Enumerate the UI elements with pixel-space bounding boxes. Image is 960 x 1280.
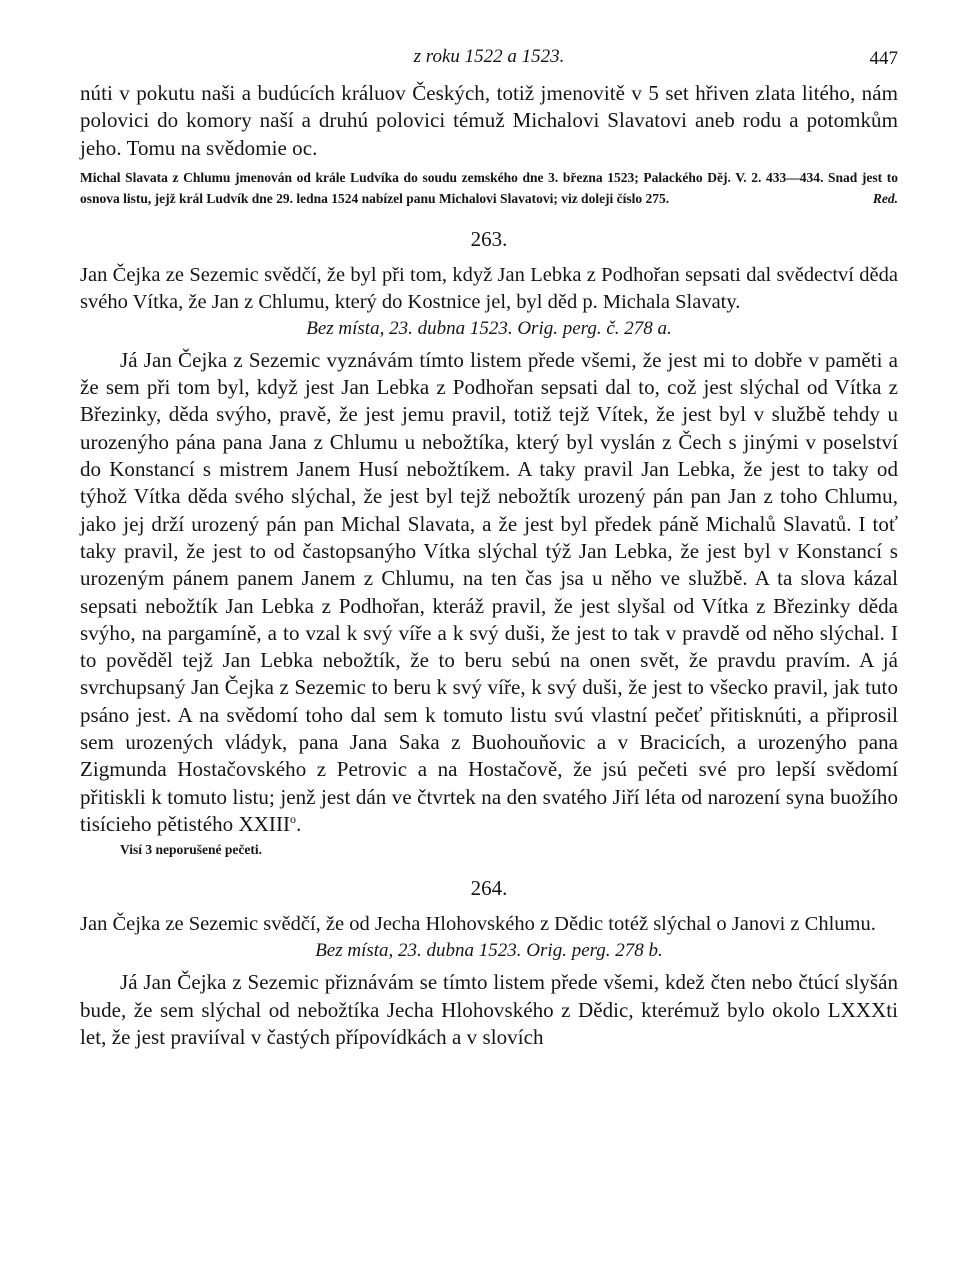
document-text-264: Já Jan Čejka z Sezemic přiznávám se tímto listem přede všemi, kdež čten nebo čtúcí slyšán bude, že sem slýchal od nebožtíka Jecha Hlohovského z Dědic, kterémuž bylo okolo LXXXti let, že jest praviíval v častých přípovídkách a v slovích <box>80 970 898 1049</box>
editorial-footnote <box>80 167 898 209</box>
document-dating-263: Bez místa, 23. dubna 1523. Orig. perg. č. 278 a. <box>306 317 672 339</box>
document-summary-263: Jan Čejka ze Sezemic svědčí, že byl při tom, když Jan Lebka z Podhořan sepsati dal svědectví děda svého Vítka, že Jan z Chlumu, který do Kostnice jel, byl děd p. Michala Slavaty. <box>80 263 898 313</box>
document-text-263-end: . <box>296 811 302 836</box>
page-number: 447 <box>869 48 898 69</box>
document-number-263: 263. <box>470 226 508 251</box>
document-number-264: 264. <box>470 876 508 901</box>
document-summary-264: Jan Čejka ze Sezemic svědčí, že od Jecha Hlohovského z Dědic totéž slýchal o Janovi z Chlumu. <box>80 913 876 936</box>
continuation-paragraph: núti v pokutu naši a budúcích králuov Českých, totiž jmenovitě v 5 set hřiven zlata litého, nám polovici do komory naší a druhú polovici témuž Michalovi Slavatovi aneb rodu a potomkům jeho. Tomu na svědomie oc. <box>80 81 898 160</box>
document-text-263 <box>80 347 898 838</box>
editor-mark: Red. <box>872 190 898 206</box>
page-header <box>80 40 898 80</box>
seals-note-263: Visí 3 neporušené pečeti. <box>120 842 262 858</box>
document-text-263-body: Já Jan Čejka z Sezemic vyznávám tímto listem přede všemi, že jest mi to dobře v paměti a že sem při tom byl, když jest Jan Lebka z Podhořan sepsati dal to, což jest slýchal od Vítka z Březinky, děda svýho, pravě, že jest jemu pravil, totiž tejž Vítek, že jest byl v službě tehdy u urozenýho pána pana Jana z Chlumu u nebožtíka, který byl vyslán z Čech s jinými v poselství do Konstancí s mistrem Janem Husí nebožtíkem. A taky pravil Jan Lebka, že jest to taky od týhož Vítka děda svého slýchal, že jest byl tejž nebožtík urozený pán pan Jan z toho Chlumu, jako jej drží urozený pán pan Michal Slavata, a že jest byl předek páně Michalů Slavatů. I toť taky pravil, že jest to od častopsanýho Vítka slýchal týž Jan Lebka, že jest byl v Konstancí s urozeným pánem panem Janem z Chlumu, na ten čas jsa u něho ve službě. A ta slova kázal sepsati nebožtík Jan Lebka z Podhořan, kteráž pravil, že jest slyšal od Vítka z Březinky děda svýho, na pargamíně, a to vzal k svý víře a k svý duši, že jest to tak v pravdě od něho slýchal. I to pověděl tejž Jan Lebka nebožtík, že to beru sebú na onen svět, že pravdu pravím. A já svrchupsaný Jan Čejka z Sezemic to beru k svý víře, k svý duši, že jest to všecko pravil, jak tuto psáno jest. A na svědomí toho dal sem k tomuto listu svú vlastní pečeť přitisknúti, a připrosil sem urozených vládyk, pana Jana Saka z Buohouňovic a v Bracicích, a urozenýho pana Zigmunda Hostačovského z Petrovic a na Hostačově, že jsú pečeti své pro lepší svědomí přitiskli k tomuto listu; jenž jest dán ve čtvrtek na den svatého Jiří léta od narození syna buožího tisícieho pětistého XXIII <box>80 347 898 836</box>
footnote-text: Michal Slavata z Chlumu jmenován od krále Ludvíka do soudu zemského dne 3. března 1523; Palackého Děj. V. 2. 433—434. Snad jest to osnova listu, jejž král Ludvík dne 29. ledna 1524 nabízel panu Michalovi Slavatovi; viz doleji číslo 275. <box>80 169 898 206</box>
document-dating-264: Bez místa, 23. dubna 1523. Orig. perg. 278 b. <box>315 940 663 962</box>
running-head: z roku 1522 a 1523. <box>413 46 565 67</box>
ordinal-superscript: o <box>290 811 297 826</box>
book-page <box>80 40 898 1051</box>
